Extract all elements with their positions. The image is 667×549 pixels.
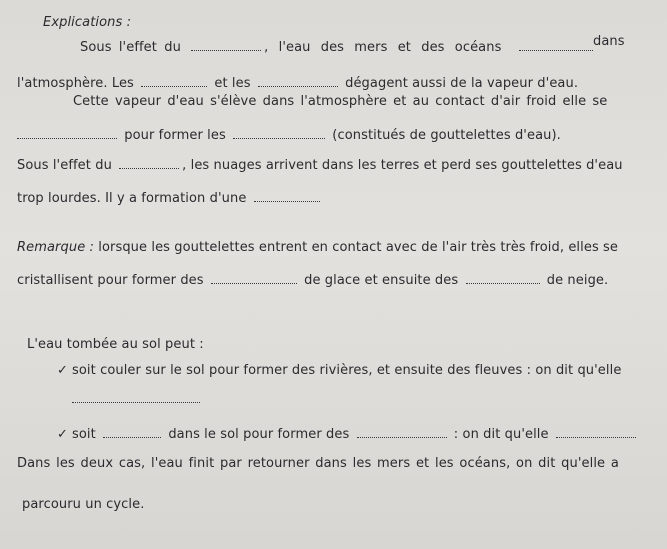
blank-3[interactable] — [141, 84, 207, 87]
conclusion-line-2: parcouru un cycle. — [22, 497, 145, 512]
paragraph-2-line-1: Cette vapeur d'eau s'élève dans l'atmosphère et au contact d'air froid elle se — [73, 94, 608, 109]
paragraph-1-line-1 — [80, 40, 596, 56]
blank-12[interactable] — [103, 435, 161, 438]
paragraph-3-line-1 — [17, 158, 623, 174]
remark-label: Remarque : — [17, 240, 95, 255]
blank-5[interactable] — [17, 136, 117, 139]
text: : on dit qu'elle — [453, 427, 549, 442]
text: de neige. — [546, 273, 609, 288]
text: (constitués de gouttelettes d'eau). — [332, 128, 561, 143]
text: , l'eau des mers et des océans — [264, 40, 502, 55]
blank-1[interactable] — [191, 48, 261, 51]
remark-line-2 — [17, 273, 608, 289]
blank-9[interactable] — [211, 281, 297, 284]
blank-10[interactable] — [466, 281, 540, 284]
blank-11[interactable] — [72, 400, 200, 403]
text: de glace et ensuite des — [304, 273, 459, 288]
section-heading: Explications : — [43, 15, 132, 30]
text: dégagent aussi de la vapeur d'eau. — [345, 76, 579, 91]
blank-7[interactable] — [119, 166, 179, 169]
remark-line-1 — [17, 240, 618, 256]
paragraph-1-end: dans — [593, 34, 625, 49]
fallen-water-title: L'eau tombée au sol peut : — [27, 337, 204, 352]
text: dans le sol pour former des — [168, 427, 350, 442]
blank-13[interactable] — [357, 435, 447, 438]
text: Sous l'effet du — [17, 158, 112, 173]
blank-14[interactable] — [556, 435, 636, 438]
blank-6[interactable] — [233, 136, 325, 139]
text: soit — [72, 427, 96, 442]
text: lorsque les gouttelettes entrent en contact avec de l'air très très froid, elles se — [98, 240, 619, 255]
text: Sous l'effet du — [80, 40, 181, 55]
paragraph-2-line-2 — [17, 128, 561, 144]
text: l'atmosphère. Les — [17, 76, 134, 91]
conclusion-line-1: Dans les deux cas, l'eau finit par retourner dans les mers et les océans, on dit qu'elle a — [17, 456, 619, 471]
checkmark-icon: ✓ — [57, 363, 68, 378]
text: trop lourdes. Il y a formation d'une — [17, 191, 247, 206]
option-1-answer — [72, 392, 200, 408]
blank-4[interactable] — [258, 84, 338, 87]
text: pour former les — [124, 128, 226, 143]
blank-8[interactable] — [254, 199, 320, 202]
text: soit couler sur le sol pour former des rivières, et ensuite des fleuves : on dit qu'elle — [72, 363, 622, 378]
text: , les nuages arrivent dans les terres et perd ses gouttelettes d'eau — [182, 158, 623, 173]
paragraph-3-line-2 — [17, 191, 323, 207]
blank-2[interactable] — [519, 48, 593, 51]
option-1 — [57, 363, 621, 379]
text: cristallisent pour former des — [17, 273, 204, 288]
checkmark-icon: ✓ — [57, 427, 68, 442]
text: et les — [214, 76, 251, 91]
paragraph-1-line-2 — [17, 76, 578, 92]
option-2 — [57, 427, 639, 443]
